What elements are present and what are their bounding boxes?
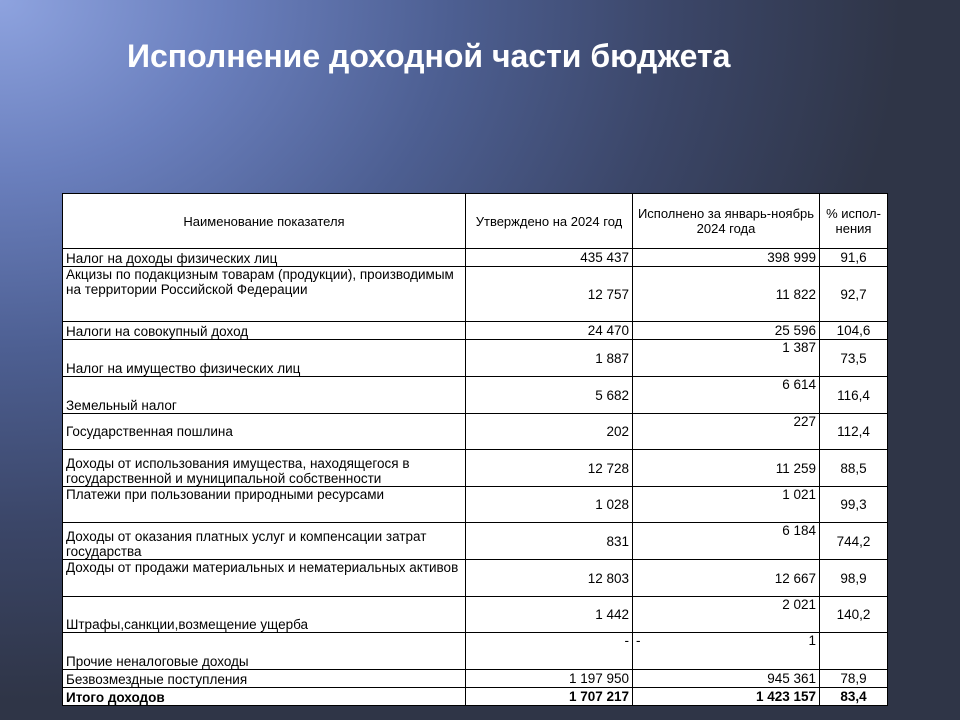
table-row (63, 450, 888, 487)
row-approved: 1 028 (466, 487, 633, 523)
total-percent: 83,4 (820, 688, 888, 706)
row-executed: 1 021 (633, 487, 820, 523)
row-approved: 12 757 (466, 267, 633, 322)
row-approved: 1 887 (466, 340, 633, 377)
row-name: Штрафы,санкции,возмещение ущерба (63, 597, 466, 633)
table-row (63, 414, 888, 450)
row-executed: 11 822 (633, 267, 820, 322)
total-name: Итого доходов (63, 688, 466, 706)
header-approved: Утверждено на 2024 год (466, 194, 633, 249)
row-executed: 12 667 (633, 560, 820, 597)
row-name: Безвозмездные поступления (63, 670, 466, 688)
table-row (63, 267, 888, 322)
table-header-row (63, 194, 888, 249)
row-executed (633, 633, 820, 670)
row-executed: 11 259 (633, 450, 820, 487)
row-percent: 744,2 (820, 523, 888, 560)
row-name: Налог на имущество физических лиц (63, 340, 466, 377)
total-executed: 1 423 157 (633, 688, 820, 706)
table-row (63, 487, 888, 523)
row-percent: 88,5 (820, 450, 888, 487)
table-row (63, 670, 888, 688)
row-executed: 398 999 (633, 249, 820, 267)
row-name: Налог на доходы физических лиц (63, 249, 466, 267)
table-row (63, 322, 888, 340)
row-percent: 99,3 (820, 487, 888, 523)
row-percent: 92,7 (820, 267, 888, 322)
header-percent: % испол-нения (820, 194, 888, 249)
row-percent: 78,9 (820, 670, 888, 688)
row-percent: 140,2 (820, 597, 888, 633)
row-executed: 6 614 (633, 377, 820, 414)
row-name: Акцизы по подакцизным товарам (продукции), производимым на территории Российской Федерации (63, 267, 466, 322)
row-approved: 12 728 (466, 450, 633, 487)
row-name: Доходы от оказания платных услуг и компенсации затрат государства (63, 523, 466, 560)
row-name: Государственная пошлина (63, 414, 466, 450)
row-approved: - (466, 633, 633, 670)
row-executed: 2 021 (633, 597, 820, 633)
row-name: Доходы от продажи материальных и нематериальных активов (63, 560, 466, 597)
budget-table (62, 193, 888, 706)
row-executed: 6 184 (633, 523, 820, 560)
row-percent: 98,9 (820, 560, 888, 597)
row-name: Налоги на совокупный доход (63, 322, 466, 340)
row-percent: 104,6 (820, 322, 888, 340)
table-row (63, 377, 888, 414)
page-title: Исполнение доходной части бюджета (127, 38, 731, 74)
table-row (63, 560, 888, 597)
row-approved: 5 682 (466, 377, 633, 414)
table-row (63, 597, 888, 633)
row-executed-value: 1 (808, 633, 816, 648)
row-approved: 435 437 (466, 249, 633, 267)
table-total-row (63, 688, 888, 706)
table-row (63, 340, 888, 377)
row-percent: 112,4 (820, 414, 888, 450)
row-approved: 202 (466, 414, 633, 450)
header-executed: Исполнено за январь-ноябрь 2024 года (633, 194, 820, 249)
row-name: Прочие неналоговые доходы (63, 633, 466, 670)
table-row (63, 249, 888, 267)
row-approved: 24 470 (466, 322, 633, 340)
row-executed: 25 596 (633, 322, 820, 340)
row-name: Доходы от использования имущества, находящегося в государственной и муниципальной собственности (63, 450, 466, 487)
row-percent: 116,4 (820, 377, 888, 414)
row-executed-dash: - (636, 633, 641, 648)
row-executed: 945 361 (633, 670, 820, 688)
table-row (63, 633, 888, 670)
row-approved: 831 (466, 523, 633, 560)
total-approved: 1 707 217 (466, 688, 633, 706)
row-name: Земельный налог (63, 377, 466, 414)
row-percent: 73,5 (820, 340, 888, 377)
row-percent: 91,6 (820, 249, 888, 267)
row-approved: 12 803 (466, 560, 633, 597)
row-approved: 1 197 950 (466, 670, 633, 688)
header-name: Наименование показателя (63, 194, 466, 249)
row-percent (820, 633, 888, 670)
row-executed: 227 (633, 414, 820, 450)
budget-table-container (62, 193, 887, 705)
row-executed: 1 387 (633, 340, 820, 377)
row-name: Платежи при пользовании природными ресурсами (63, 487, 466, 523)
row-approved: 1 442 (466, 597, 633, 633)
table-row (63, 523, 888, 560)
